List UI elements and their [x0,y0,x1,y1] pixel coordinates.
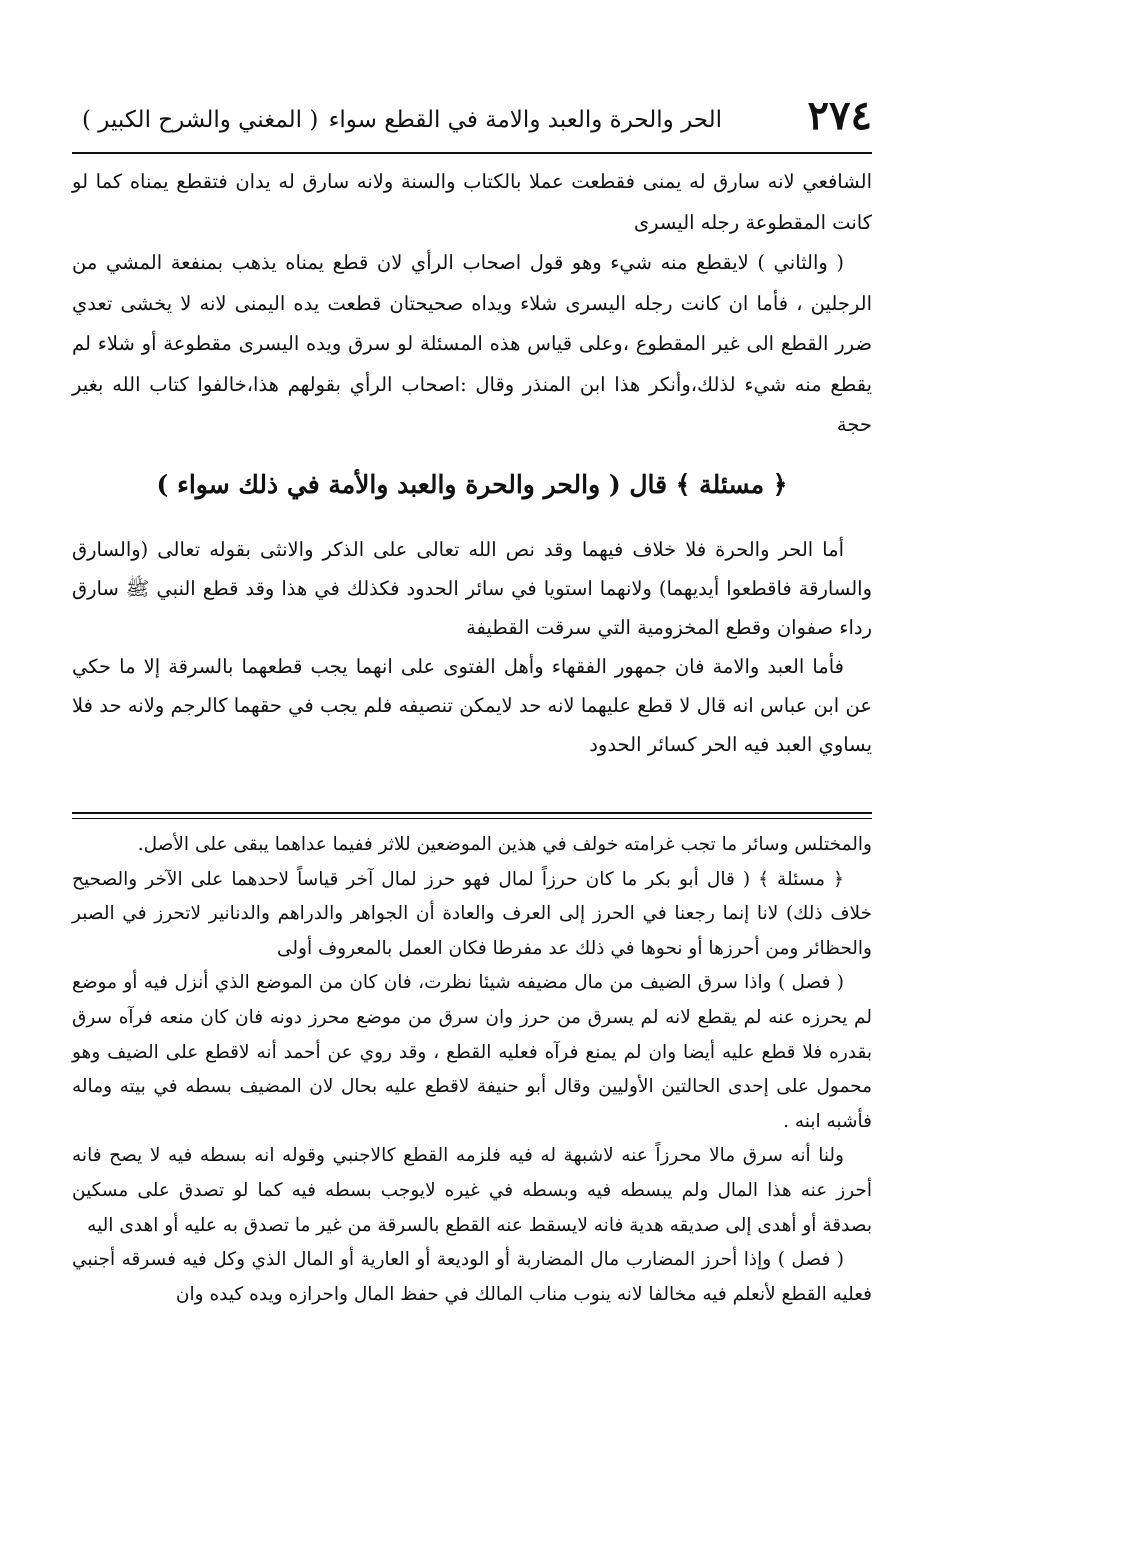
paragraph: أما الحر والحرة فلا خلاف فيهما وقد نص الله تعالى على الذكر والانثى بقوله تعالى (والسارق والسارقة فاقطعوا أيديهما) ولانهما استويا في سائر الحدود فكذلك في هذا وقد قطع النبي ﷺ سارق رداء صفوان وقطع المخزومية التي سرقت القطيفة [72,538,872,639]
paragraph: ( فصل ) واذا سرق الضيف من مال مضيفه شيئا نظرت، فان كان من الموضع الذي أنزل فيه أو موضع لم يحرزه عنه لم يقطع لانه لم يسرق من حرز وان سرق من موضع محرز دونه فان كان منعه فرآه سرق بقدره فلا قطع عليه أيضا وان لم يمنع فرآه فعليه القطع ، وقد روي عن أحمد أنه لاقطع على الضيف وهو محمول على إحدى الحالتين الأوليين وقال أبو حنيفة لاقطع عليه بحال لان المضيف بسطه في بيته وماله فأشبه ابنه . [72,972,872,1132]
paragraph: ( والثاني ) لايقطع منه شيء وهو قول اصحاب الرأي لان قطع يمناه يذهب بمنفعة المشي من الرجلين ، فأما ان كانت رجله اليسرى شلاء ويداه صحيحتان قطعت يده اليمنى لانه لا يخشى تعدي ضرر القطع الى غير المقطوع ،وعلى قياس هذه المسئلة لو سرق ويده اليسرى مقطوعة أو شلاء لم يقطع منه شيء لذلك،وأنكر هذا ابن المنذر وقال :اصحاب الرأي بقولهم هذا،خالفوا كتاب الله بغير حجة [72,251,872,436]
running-title: الحر والحرة والعبد والامة في القطع سواء [328,107,722,133]
book-title: ( المغني والشرح الكبير ) [82,107,319,133]
main-text-block [72,530,872,764]
paragraph: ( فصل ) وإذا أحرز المضارب مال المضاربة أو الوديعة أو العارية أو المال الذي وكل فيه فسرقه أجنبي فعليه القطع لأنعلم فيه مخالفا لانه ينوب مناب المالك في حفظ المال واحرازه ويده كيده وان [72,1249,872,1305]
commentary-divider [72,812,872,819]
paragraph: فأما العبد والامة فان جمهور الفقهاء وأهل الفتوى على انهما يجب قطعهما بالسرقة إلا ما حكي عن ابن عباس انه قال لا قطع عليهما لانه حد لايمكن تنصيفه فلم يجب في حقهما كالرجم ولانه حد فلا يساوي العبد فيه الحر كسائر الحدود [72,655,872,756]
paragraph: ﴿ مسئلة ﴾ ( قال أبو بكر ما كان حرزاً لمال فهو حرز لمال آخر قياساً لاحدهما على الآخر والصحيح خلاف ذلك) لانا إنما رجعنا في الحرز إلى العرف والعادة أن الجواهر والدراهم والدنانير لاتحرز في الصبر والحظائر ومن أحرزها أو نحوها في ذلك عد مفرطا فكان العمل بالمعروف أولى [72,868,872,959]
commentary-text-block [72,828,872,1312]
upper-text-block [72,162,872,446]
paragraph: ولنا أنه سرق مالا محرزاً عنه لاشبهة له فيه فلزمه القطع كالاجنبي وقوله انه بسطه فيه لا يصح فانه أحرز عنه هذا المال ولم يبسطه فيه وبسطه في غيره لايوجب بسطه فيه كما لو تصدق على مسكين بصدقة أو أهدى إلى صديقه هدية فانه لايسقط عنه القطع بالسرقة من غير ما تصدق به عليه أو اهدى اليه [72,1145,872,1236]
page-number: ٢٧٤ [807,92,872,139]
paragraph: والمختلس وسائر ما تجب غرامته خولف في هذين الموضعين للاثر ففيما عداهما يبقى على الأصل. [137,834,872,855]
header-rule [72,152,872,154]
page-header [72,88,872,148]
section-heading: ﴿ مسئلة ﴾ قال ( والحر والحرة والعبد والأمة في ذلك سواء ) [156,470,788,499]
paragraph: الشافعي لانه سارق له يمنى فقطعت عملا بالكتاب والسنة ولانه سارق له يدان فتقطع يمناه كما لو كانت المقطوعة رجله اليسرى [72,170,872,234]
